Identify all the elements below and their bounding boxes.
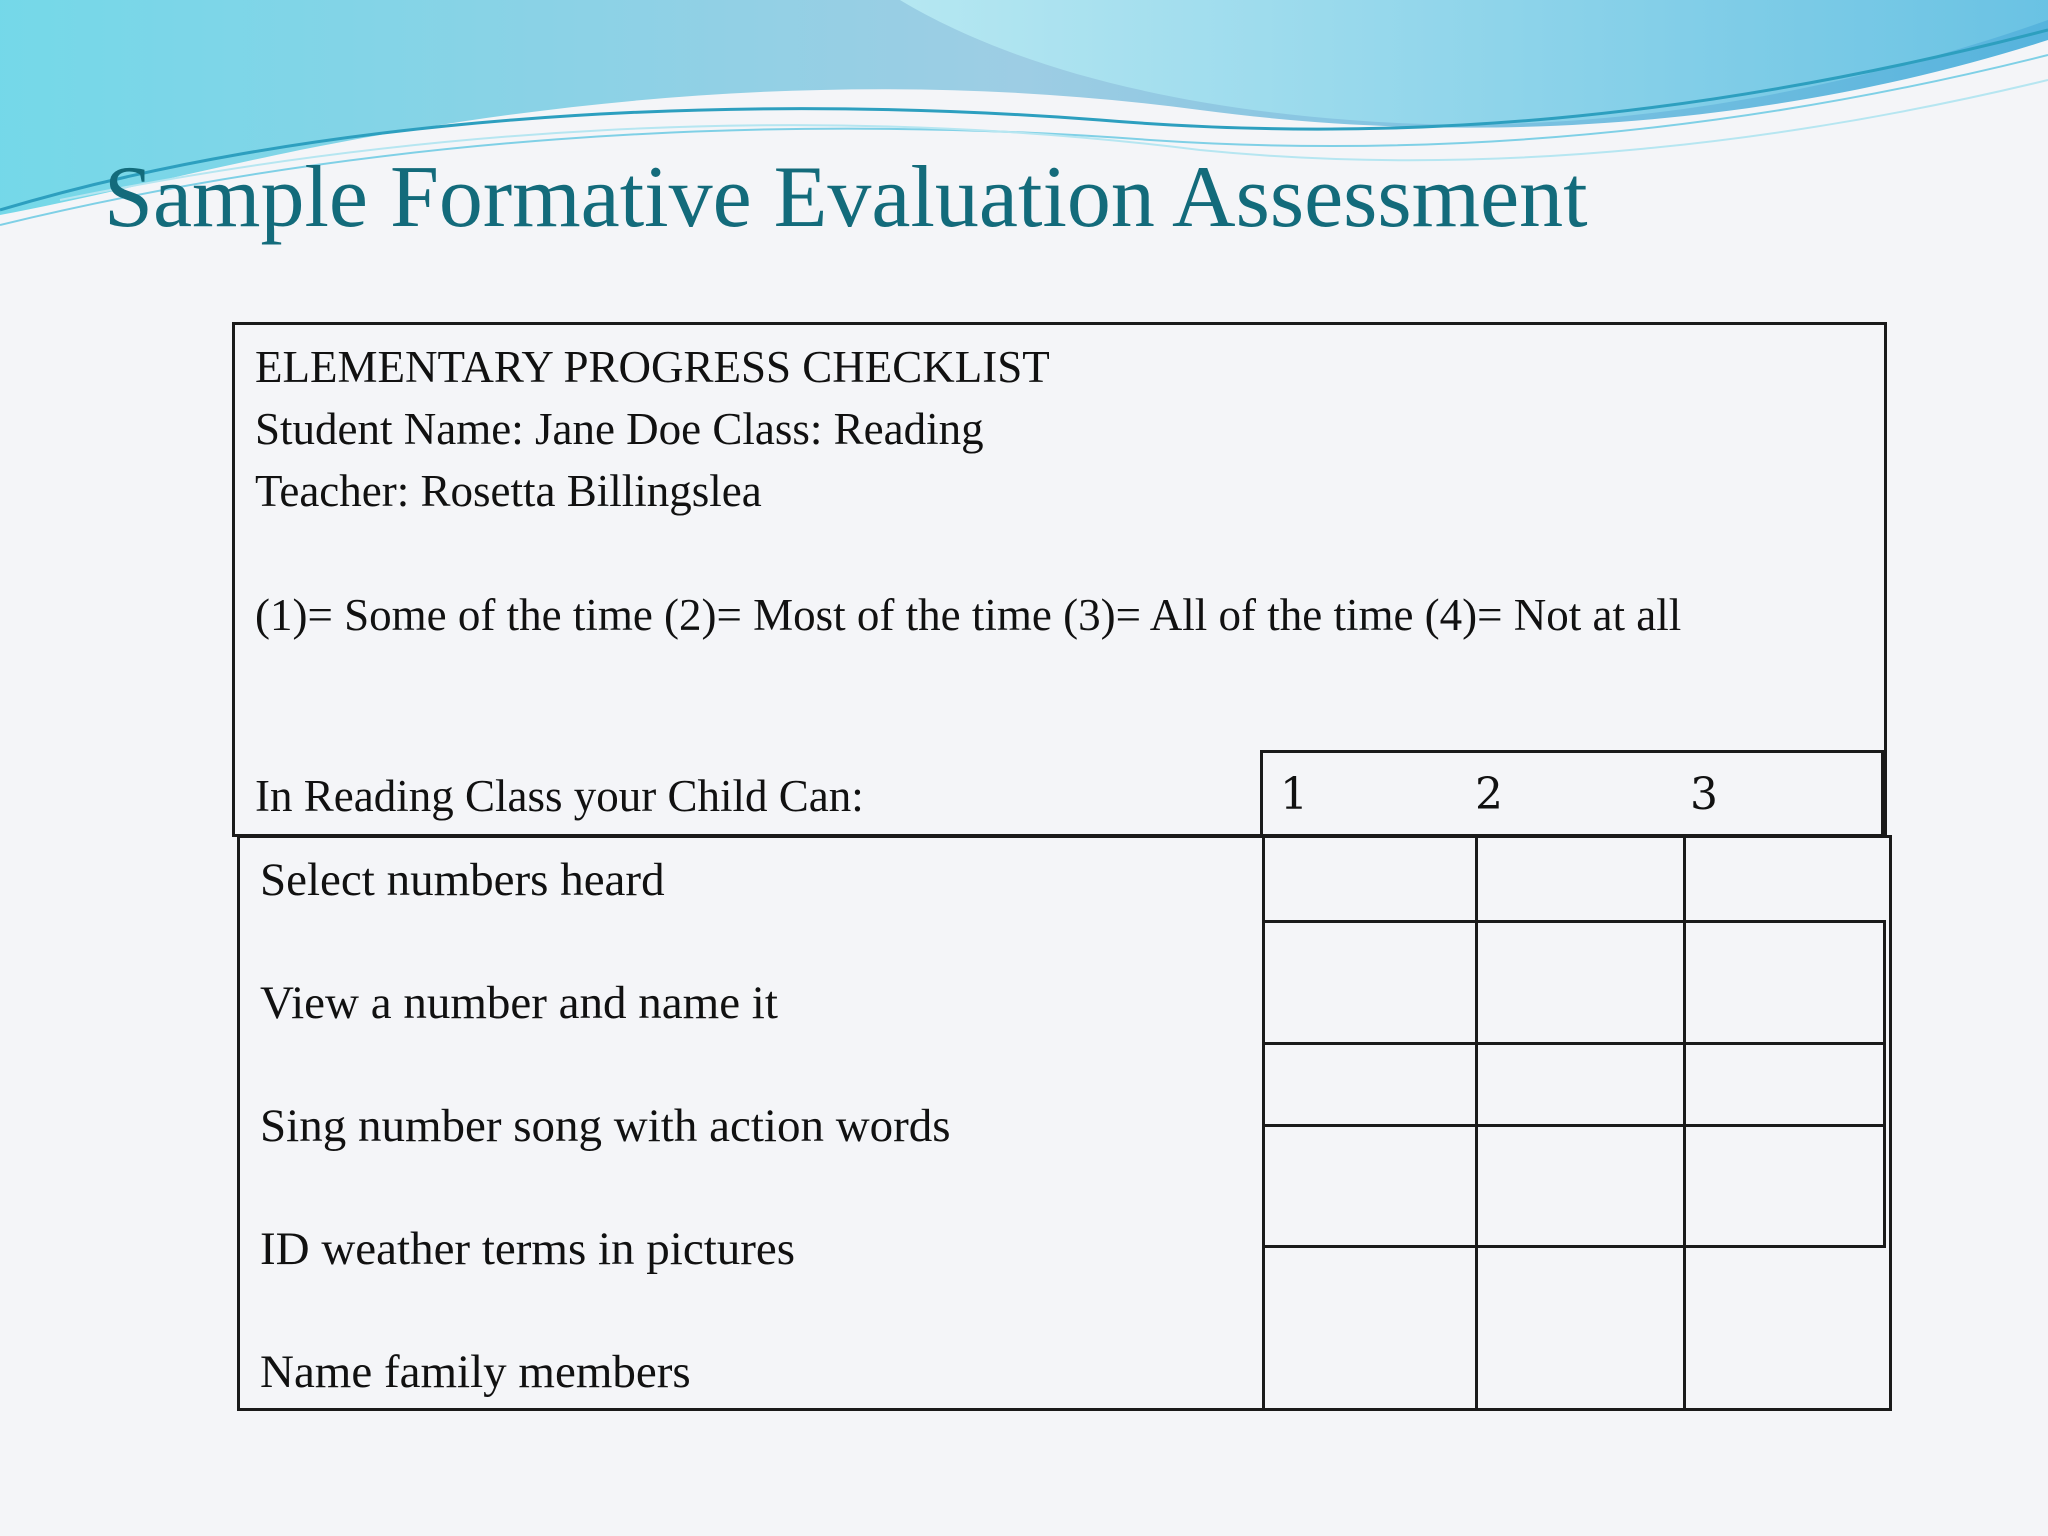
column-header-1: 1 bbox=[1280, 769, 1308, 820]
grid-divider bbox=[1262, 1124, 1886, 1127]
teacher-line: Teacher: Rosetta Billingslea bbox=[255, 466, 762, 516]
student-line: Student Name: Jane Doe Class: Reading bbox=[255, 404, 984, 454]
checklist-item: Select numbers heard bbox=[260, 854, 665, 906]
checklist-item: Name family members bbox=[260, 1346, 691, 1398]
grid-divider bbox=[1262, 920, 1886, 923]
column-header-3: 3 bbox=[1690, 769, 1718, 820]
checklist-item: View a number and name it bbox=[260, 977, 778, 1029]
grid-divider bbox=[1262, 1245, 1886, 1248]
rating-header-box bbox=[1260, 750, 1884, 837]
column-header-2: 2 bbox=[1475, 769, 1503, 820]
grid-divider bbox=[1262, 1042, 1886, 1045]
slide-title: Sample Formative Evaluation Assessment bbox=[104, 149, 1588, 246]
checklist-item: ID weather terms in pictures bbox=[260, 1223, 796, 1275]
grid-divider bbox=[1883, 920, 1886, 1248]
checklist-info bbox=[255, 336, 1855, 646]
checklist-intro: In Reading Class your Child Can: bbox=[255, 771, 864, 821]
checklist-heading: ELEMENTARY PROGRESS CHECKLIST bbox=[255, 342, 1050, 392]
checklist-item: Sing number song with action words bbox=[260, 1100, 951, 1152]
rating-legend: (1)= Some of the time (2)= Most of the time (3)= All of the time (4)= Not at all bbox=[255, 590, 1682, 640]
